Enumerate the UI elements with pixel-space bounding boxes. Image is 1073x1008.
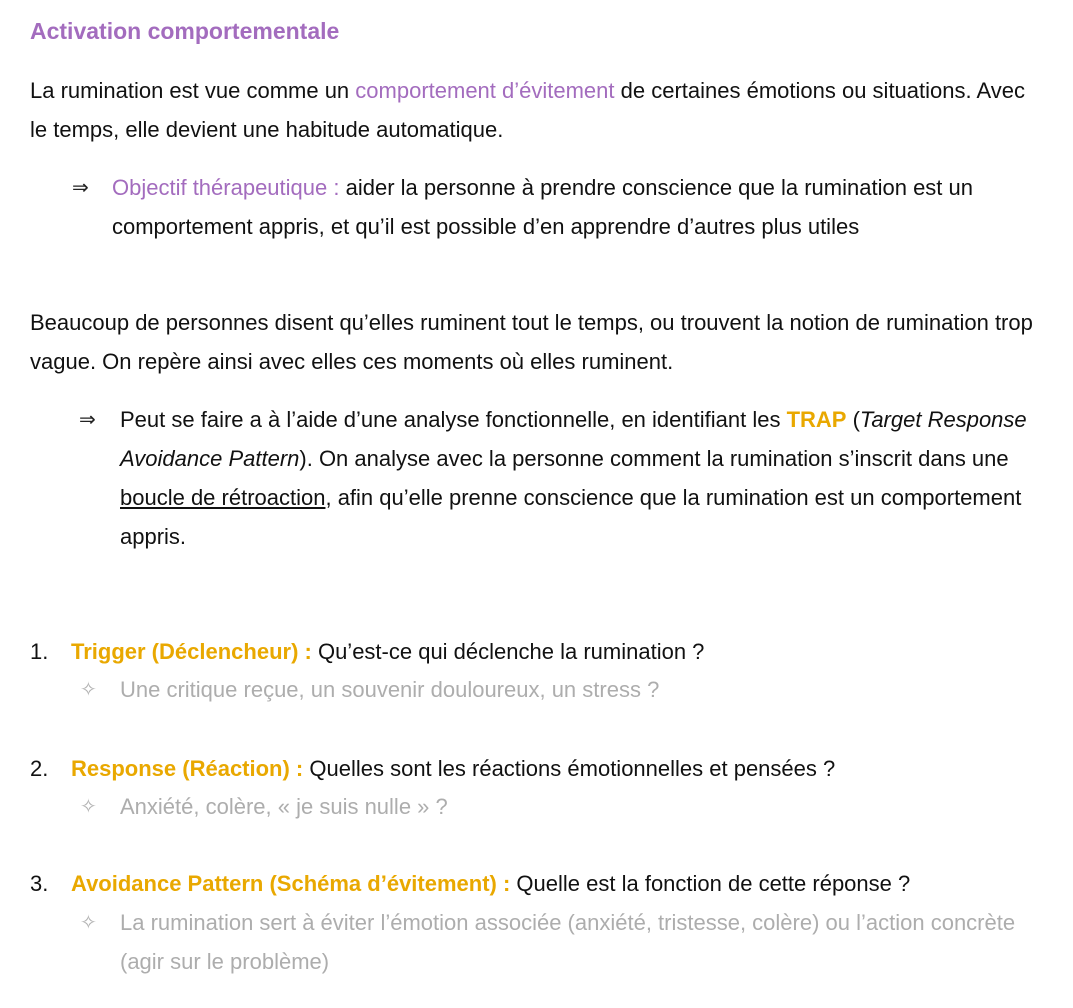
- list-label: Trigger (Déclencheur) :: [71, 639, 312, 664]
- paragraph-rumination-avoidance: [30, 71, 1040, 149]
- arrow-icon: ⇒: [79, 407, 96, 431]
- list-question: Quelle est la fonction de cette réponse ?: [510, 871, 911, 896]
- trap-keyword: TRAP: [786, 407, 847, 432]
- list-label: Response (Réaction) :: [71, 756, 304, 781]
- list-item-text: [71, 749, 835, 788]
- list-number: 1.: [30, 639, 49, 664]
- list-number: 2.: [30, 756, 49, 781]
- trap-expansion: Target Response Avoidance Pattern: [120, 407, 1027, 471]
- star-icon: ✧: [80, 794, 97, 818]
- bullet2-text-2: (: [846, 407, 860, 432]
- bullet2-text-4: , afin qu’elle prenne conscience que la rumination est un comportement appris.: [120, 485, 1022, 549]
- star-icon: ✧: [80, 910, 97, 934]
- feedback-loop-term: boucle de rétroaction: [120, 485, 326, 510]
- p1-highlight: comportement d’évitement: [355, 78, 615, 103]
- list-example: Anxiété, colère, « je suis nulle » ?: [120, 794, 448, 819]
- bullet2-text: [120, 400, 1045, 556]
- bullet1-label: Objectif thérapeutique :: [112, 175, 340, 200]
- p1-text-after: de certaines émotions ou situations. Avec le temps, elle devient une habitude automatique.: [30, 78, 1026, 142]
- list-item-text: [71, 632, 704, 671]
- list-example: Une critique reçue, un souvenir douloureux, un stress ?: [120, 677, 660, 702]
- bullet1-text: [112, 168, 1057, 246]
- section-heading: Activation comportementale: [30, 18, 340, 44]
- bullet1-body: aider la personne à prendre conscience que la rumination est un comportement appris, et qu’il est possible d’en apprendre d’autres plus utiles: [112, 175, 973, 239]
- list-example: La rumination sert à éviter l’émotion associée (anxiété, tristesse, colère) ou l’action concrète (agir sur le problème): [120, 910, 1016, 974]
- list-question: Qu’est-ce qui déclenche la rumination ?: [311, 639, 705, 664]
- bullet2-text-1: Peut se faire a à l’aide d’une analyse fonctionnelle, en identifiant les: [120, 407, 787, 432]
- p1-text-before: La rumination est vue comme un: [30, 78, 356, 103]
- list-number: 3.: [30, 871, 49, 896]
- bullet2-text-3: ). On analyse avec la personne comment la rumination s’inscrit dans une: [299, 446, 1009, 471]
- list-question: Quelles sont les réactions émotionnelles et pensées ?: [303, 756, 836, 781]
- star-icon: ✧: [80, 677, 97, 701]
- list-item-text: [71, 864, 910, 903]
- list-label: Avoidance Pattern (Schéma d’évitement) :: [71, 871, 511, 896]
- paragraph-rumination-vague: Beaucoup de personnes disent qu’elles ruminent tout le temps, ou trouvent la notion de rumination trop vague. On repère ainsi avec elles ces moments où elles ruminent.: [30, 310, 1033, 374]
- arrow-icon: ⇒: [72, 175, 89, 199]
